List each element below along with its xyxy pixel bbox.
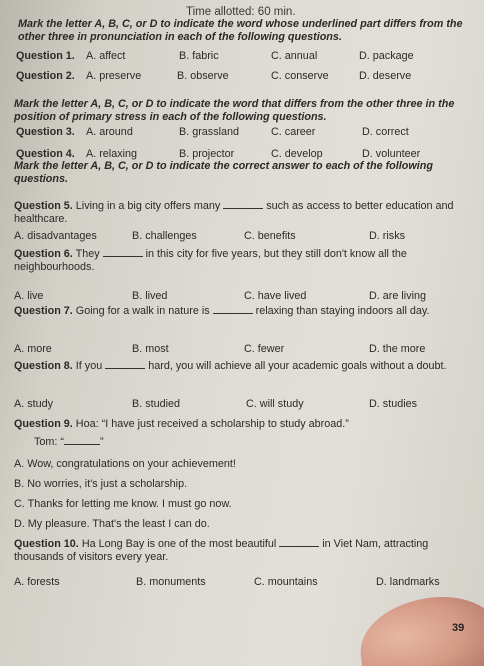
question-8-stem [14, 360, 474, 373]
option-a[interactable]: A. affect [86, 50, 126, 62]
question-5-stem [14, 200, 474, 225]
option-b[interactable]: B. fabric [179, 50, 219, 62]
option-c[interactable]: C. benefits [244, 230, 296, 242]
question-text: Hoa: “I have just received a scholarship to study abroad.” [75, 418, 349, 430]
question-9-stem [14, 418, 474, 431]
option-d[interactable]: D. package [359, 50, 414, 62]
question-label: Question 6. [14, 248, 73, 260]
thumb [356, 591, 484, 666]
option-c[interactable]: C. conserve [271, 70, 329, 82]
option-b[interactable]: B. most [132, 343, 169, 355]
question-1 [14, 50, 478, 63]
option-c[interactable]: C. mountains [254, 576, 318, 588]
option-b[interactable]: B. monuments [136, 576, 206, 588]
question-text: Living in a big city offers many [75, 200, 221, 212]
question-label: Question 1. [16, 50, 75, 62]
option-d[interactable]: D. are living [369, 290, 427, 302]
question-text: Going for a walk in nature is [75, 305, 210, 317]
question-text: They [75, 248, 100, 260]
question-text: such as access to better education and healthcare. [14, 200, 454, 225]
option-d[interactable]: D. the more [369, 343, 426, 355]
option-c[interactable]: C. develop [271, 148, 323, 160]
option-b[interactable]: B. grassland [179, 126, 240, 138]
option-b[interactable]: B. projector [179, 148, 235, 160]
option-a[interactable]: A. preserve [86, 70, 142, 82]
option-a[interactable]: A. around [86, 126, 133, 138]
answer-blank[interactable] [279, 546, 319, 547]
question-label: Question 10. [14, 538, 79, 550]
question-label: Question 5. [14, 200, 73, 212]
speaker-quote-end: ” [100, 436, 104, 448]
page-number: 39 [452, 622, 465, 634]
speaker-label: Tom: “ [34, 436, 64, 448]
option-c[interactable]: C. will study [246, 398, 304, 410]
question-9-reply [34, 436, 478, 449]
option-d[interactable]: D. studies [369, 398, 418, 410]
question-label: Question 7. [14, 305, 73, 317]
option-c[interactable]: C. fewer [244, 343, 285, 355]
answer-blank[interactable] [105, 368, 145, 369]
option-d[interactable]: D. deserve [359, 70, 412, 82]
question-5-options [14, 230, 478, 243]
question-text: in Viet Nam, attracting thousands of visitors every year. [14, 538, 429, 563]
option-c[interactable]: C. annual [271, 50, 318, 62]
question-8-options [14, 398, 478, 411]
question-6-stem [14, 248, 474, 273]
question-label: Question 9. [14, 418, 73, 430]
instruction-answer: Mark the letter A, B, C, or D to indicate the correct answer to each of the following questions. [14, 160, 433, 185]
option-d[interactable]: D. landmarks [376, 576, 440, 588]
option-d[interactable]: D. correct [362, 126, 409, 138]
time-allotted: Time allotted: 60 min. [186, 6, 296, 18]
option-a[interactable]: A. study [14, 398, 54, 410]
question-label: Question 2. [16, 70, 75, 82]
question-text: relaxing than staying indoors all day. [255, 305, 430, 317]
question-text: Ha Long Bay is one of the most beautiful [81, 538, 277, 550]
question-2 [14, 70, 478, 83]
option-a[interactable]: A. disadvantages [14, 230, 97, 242]
question-label: Question 4. [16, 148, 75, 160]
option-c[interactable]: C. career [271, 126, 316, 138]
option-a[interactable]: A. Wow, congratulations on your achievement! [14, 458, 236, 470]
question-3 [14, 126, 478, 139]
option-d[interactable]: D. volunteer [362, 148, 421, 160]
option-b[interactable]: B. observe [177, 70, 229, 82]
option-a[interactable]: A. more [14, 343, 52, 355]
question-10-options [14, 576, 478, 589]
question-10-stem [14, 538, 474, 563]
instruction-stress: Mark the letter A, B, C, or D to indicate the word that differs from the other three in the position of primary stress in each of the following questions. [14, 98, 455, 123]
option-a[interactable]: A. live [14, 290, 44, 302]
question-text: hard, you will achieve all your academic goals without a doubt. [148, 360, 447, 372]
answer-blank[interactable] [103, 256, 143, 257]
question-7-stem [14, 305, 474, 318]
answer-blank[interactable] [213, 313, 253, 314]
option-b[interactable]: B. challenges [132, 230, 197, 242]
answer-blank[interactable] [64, 444, 100, 445]
option-b[interactable]: B. studied [132, 398, 181, 410]
question-label: Question 8. [14, 360, 73, 372]
question-6-options [14, 290, 478, 303]
question-label: Question 3. [16, 126, 75, 138]
option-b[interactable]: B. lived [132, 290, 168, 302]
question-text: in this city for five years, but they still don't know all the neighbourhoods. [14, 248, 407, 273]
option-b[interactable]: B. No worries, it's just a scholarship. [14, 478, 188, 490]
option-c[interactable]: C. Thanks for letting me know. I must go now. [14, 498, 232, 510]
option-a[interactable]: A. relaxing [86, 148, 138, 160]
instruction-pronunciation: Mark the letter A, B, C, or D to indicate the word whose underlined part differs from the other three in pronunciation in each of the following questions. [18, 18, 463, 43]
option-d[interactable]: D. My pleasure. That's the least I can do. [14, 518, 210, 530]
option-a[interactable]: A. forests [14, 576, 60, 588]
answer-blank[interactable] [223, 208, 263, 209]
question-7-options [14, 343, 478, 356]
question-text: If you [75, 360, 103, 372]
option-d[interactable]: D. risks [369, 230, 405, 242]
option-c[interactable]: C. have lived [244, 290, 307, 302]
